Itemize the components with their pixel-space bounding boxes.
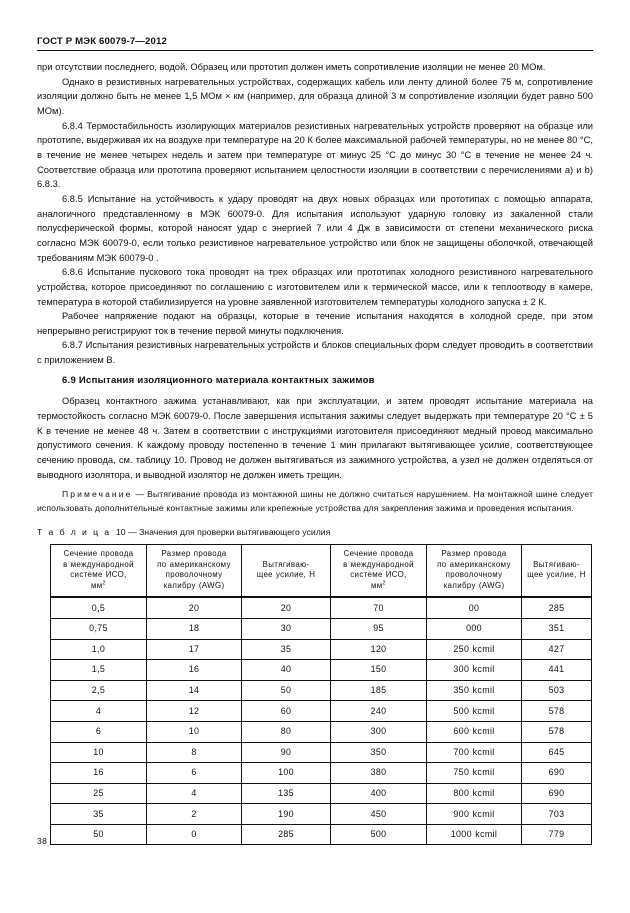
table-cell: 35 bbox=[242, 639, 331, 660]
table-cell: 427 bbox=[522, 639, 592, 660]
table-row bbox=[51, 639, 592, 660]
table-row bbox=[51, 660, 592, 681]
paragraph-insulation-resistance: при отсутствии последнего, водой. Образец или прототип должен иметь сопротивление изоляции не менее 20 МОм. bbox=[37, 62, 546, 72]
header-superscript: 2 bbox=[102, 580, 107, 587]
table-row bbox=[51, 618, 592, 639]
table-cell: 0,75 bbox=[51, 618, 147, 639]
table-cell: 4 bbox=[51, 701, 147, 722]
page-content bbox=[37, 36, 593, 845]
table-cell: 17 bbox=[147, 639, 242, 660]
table-cell: 00 bbox=[427, 597, 522, 618]
header-line: проволочному bbox=[165, 570, 223, 580]
table-cell: 8 bbox=[147, 742, 242, 763]
table-cell: 250 kcmil bbox=[427, 639, 522, 660]
note-block bbox=[37, 488, 593, 515]
table-header-cell-4 bbox=[427, 544, 522, 597]
table-header-cell-2 bbox=[242, 544, 331, 597]
table-cell: 240 bbox=[331, 701, 427, 722]
table-cell: 703 bbox=[522, 804, 592, 825]
header-line: калибру (AWG) bbox=[443, 580, 505, 590]
table-caption-number: 10 bbox=[115, 526, 126, 537]
header-line: Размер провода bbox=[441, 548, 507, 558]
note-text: Вытягивание провода из монтажной шины не должно считаться нарушением. На монтажной шине следует использовать дополнительные контактные зажимы или крепежные устройства для закрепления зажима и проведения испытания. bbox=[37, 489, 594, 513]
header-line: в международной bbox=[63, 559, 134, 569]
table-cell: 300 kcmil bbox=[427, 660, 522, 681]
table-cell: 95 bbox=[331, 618, 427, 639]
header-line: мм bbox=[370, 580, 383, 590]
paragraph-6-8-7: 6.8.7 Испытания резистивных нагревательных устройств и блоков специальных форм следует проводить в соответствии с приложением В. bbox=[37, 340, 593, 366]
table-cell: 503 bbox=[522, 680, 592, 701]
paragraph-6-8-6: 6.8.6 Испытание пускового тока проводят на трех образцах или прототипах холодного резистивного нагревательного устройства, которое присоединяют по соглашению с изготовителем или к термической массе, или к теплоотводу в камере, температура в которой стабилизируется на уровне заявленной изготовителем температуры холодного запуска ± 2 К. bbox=[37, 267, 593, 307]
table-cell: 350 kcmil bbox=[427, 680, 522, 701]
table-cell: 12 bbox=[147, 701, 242, 722]
table-cell: 80 bbox=[242, 721, 331, 742]
table-cell: 2 bbox=[147, 804, 242, 825]
table-header-cell-5 bbox=[522, 544, 592, 597]
spacer-before-table bbox=[37, 515, 593, 526]
table-cell: 351 bbox=[522, 618, 592, 639]
table-cell: 20 bbox=[147, 597, 242, 618]
table-cell: 2,5 bbox=[51, 680, 147, 701]
table-cell: 40 bbox=[242, 660, 331, 681]
table-cell: 50 bbox=[242, 680, 331, 701]
table-cell: 16 bbox=[51, 763, 147, 784]
header-line: щее усилие, Н bbox=[256, 570, 316, 580]
table-cell: 1,5 bbox=[51, 660, 147, 681]
table-cell: 350 bbox=[331, 742, 427, 763]
table-cell: 645 bbox=[522, 742, 592, 763]
table-cell: 150 bbox=[331, 660, 427, 681]
table-cell: 000 bbox=[427, 618, 522, 639]
header-line: калибру (AWG) bbox=[163, 580, 225, 590]
table-cell: 4 bbox=[147, 783, 242, 804]
header-line: по американскому bbox=[437, 559, 511, 569]
table-cell: 20 bbox=[242, 597, 331, 618]
table-cell: 6 bbox=[147, 763, 242, 784]
table-cell: 578 bbox=[522, 721, 592, 742]
table-cell: 1000 kcmil bbox=[427, 824, 522, 845]
table-cell: 190 bbox=[242, 804, 331, 825]
table-header-row bbox=[51, 544, 592, 597]
table-caption-title: Значения для проверки вытягивающего усилия bbox=[139, 526, 331, 537]
table-cell: 120 bbox=[331, 639, 427, 660]
table-header-cell-3 bbox=[331, 544, 427, 597]
header-line: системе ИСО, bbox=[70, 570, 127, 580]
table-cell: 60 bbox=[242, 701, 331, 722]
table-cell: 50 bbox=[51, 824, 147, 845]
table-cell: 500 kcmil bbox=[427, 701, 522, 722]
table-cell: 10 bbox=[147, 721, 242, 742]
header-line: Сечение провода bbox=[63, 548, 134, 558]
table-caption-lead: Т а б л и ц а bbox=[37, 526, 112, 537]
table-cell: 300 bbox=[331, 721, 427, 742]
table-cell: 90 bbox=[242, 742, 331, 763]
header-line: Вытягиваю- bbox=[533, 559, 580, 569]
table-cell: 600 kcmil bbox=[427, 721, 522, 742]
paragraph-cable-length: Однако в резистивных нагревательных устройствах, содержащих кабель или ленту длиной более 75 м, сопротивление изоляции должно быть не менее 1,5 МОм × км (например, для образца длиной 3 м сопротивление изоляции будет равно 500 МОм). bbox=[37, 76, 593, 116]
table-cell: 14 bbox=[147, 680, 242, 701]
header-line: Сечение провода bbox=[343, 548, 414, 558]
table-cell: 500 bbox=[331, 824, 427, 845]
table-cell: 441 bbox=[522, 660, 592, 681]
table-header-cell-1 bbox=[147, 544, 242, 597]
note-dash: — bbox=[135, 489, 145, 500]
table-head bbox=[51, 544, 592, 597]
paragraph-6-9-body: Образец контактного зажима устанавливают, как при эксплуатации, и затем проводят испытание материала на термостойкость согласно МЭК 60079-0. После завершения испытания зажимы следует выдержать при температуре 20 °С ± 5 К в течение не менее 48 ч. Затем в соответствии с инструкциями изготовителя присоединяют медный провод максимально допустимого сечения. К каждому проводу постепенно в течение 1 мин прилагают вытягивающее усилие, соответствующее сечению провода, см. таблицу 10. Провод не должен вытягиваться из зажимного устройства, а узел не должен отделяться от выводного изолятора, и выводной изолятор не должен иметь трещин. bbox=[37, 396, 593, 480]
table-row bbox=[51, 597, 592, 618]
table-cell: 690 bbox=[522, 763, 592, 784]
table-cell: 285 bbox=[242, 824, 331, 845]
table-row bbox=[51, 680, 592, 701]
page-number: 38 bbox=[37, 836, 48, 846]
table-cell: 900 kcmil bbox=[427, 804, 522, 825]
header-line: по американскому bbox=[157, 559, 231, 569]
table-cell: 700 kcmil bbox=[427, 742, 522, 763]
table-cell: 0,5 bbox=[51, 597, 147, 618]
table-row bbox=[51, 721, 592, 742]
table-row bbox=[51, 824, 592, 845]
table-row bbox=[51, 742, 592, 763]
table-cell: 135 bbox=[242, 783, 331, 804]
note-label: Примечание bbox=[62, 489, 133, 500]
table-body bbox=[51, 597, 592, 845]
table-cell: 6 bbox=[51, 721, 147, 742]
table-cell: 35 bbox=[51, 804, 147, 825]
paragraph-working-voltage: Рабочее напряжение подают на образцы, которые в течение испытания находятся в холодной среде, при этом непрерывно регистрируют ток в течение первой минуты подключения. bbox=[37, 311, 593, 336]
table-cell: 30 bbox=[242, 618, 331, 639]
table-cell: 18 bbox=[147, 618, 242, 639]
table-cell: 1,0 bbox=[51, 639, 147, 660]
table-caption bbox=[37, 526, 593, 538]
paragraph-6-8-4: 6.8.4 Термостабильность изолирующих материалов резистивных нагревательных устройств проверяют на образце или прототипе, выдерживая их на воздухе при температуре на 20 К более максимальной рабочей температуры, но не менее 80 °С, в течение не менее четырех недель и затем при температуре от минус 25 °С до минус 30 °С в течение не менее 24 ч. Соответствие образца или прототипа проверяют испытанием целостности изоляции в соответствии с перечислениями a) и b) 6.8.3. bbox=[37, 120, 593, 190]
table-cell: 750 kcmil bbox=[427, 763, 522, 784]
header-line: щее усилие, Н bbox=[527, 570, 586, 580]
table-cell: 690 bbox=[522, 783, 592, 804]
table-cell: 380 bbox=[331, 763, 427, 784]
table-row bbox=[51, 763, 592, 784]
header-rule bbox=[37, 50, 593, 51]
table-cell: 100 bbox=[242, 763, 331, 784]
header-line: Размер провода bbox=[161, 548, 227, 558]
header-line: Вытягиваю- bbox=[262, 559, 310, 569]
table-cell: 578 bbox=[522, 701, 592, 722]
section-heading-6-9: 6.9 Испытания изоляционного материала контактных зажимов bbox=[62, 374, 375, 386]
header-line: мм bbox=[90, 580, 103, 590]
table-cell: 285 bbox=[522, 597, 592, 618]
header-line: проволочному bbox=[445, 570, 503, 580]
table-cell: 10 bbox=[51, 742, 147, 763]
table-cell: 0 bbox=[147, 824, 242, 845]
table-row bbox=[51, 783, 592, 804]
table-cell: 450 bbox=[331, 804, 427, 825]
table-cell: 779 bbox=[522, 824, 592, 845]
running-header: ГОСТ Р МЭК 60079-7—2012 bbox=[37, 36, 167, 47]
table-cell: 25 bbox=[51, 783, 147, 804]
table-row bbox=[51, 804, 592, 825]
header-superscript: 2 bbox=[382, 580, 387, 587]
table-header-cell-0 bbox=[51, 544, 147, 597]
paragraph-6-8-5: 6.8.5 Испытание на устойчивость к удару проводят на двух новых образцах или прототипах с помощью аппарата, аналогичного представленному в МЭК 60079-0. Для испытания используют ударную головку из закаленной стали полусферической формы, которой наносят удар с энергией 7 или 4 Дж в зависимости от степени механического риска согласно МЭК 60079-0, если только резистивное нагревательное устройство или блок не защищены оболочкой, отвечающей требованиям МЭК 60079-0 . bbox=[37, 193, 593, 263]
pull-force-table bbox=[50, 544, 592, 846]
table-caption-dash: — bbox=[127, 526, 137, 537]
header-line: в международной bbox=[343, 559, 414, 569]
header-line: системе ИСО, bbox=[350, 570, 407, 580]
table-cell: 800 kcmil bbox=[427, 783, 522, 804]
table-cell: 16 bbox=[147, 660, 242, 681]
table-cell: 185 bbox=[331, 680, 427, 701]
table-cell: 70 bbox=[331, 597, 427, 618]
table-row bbox=[51, 701, 592, 722]
table-cell: 400 bbox=[331, 783, 427, 804]
